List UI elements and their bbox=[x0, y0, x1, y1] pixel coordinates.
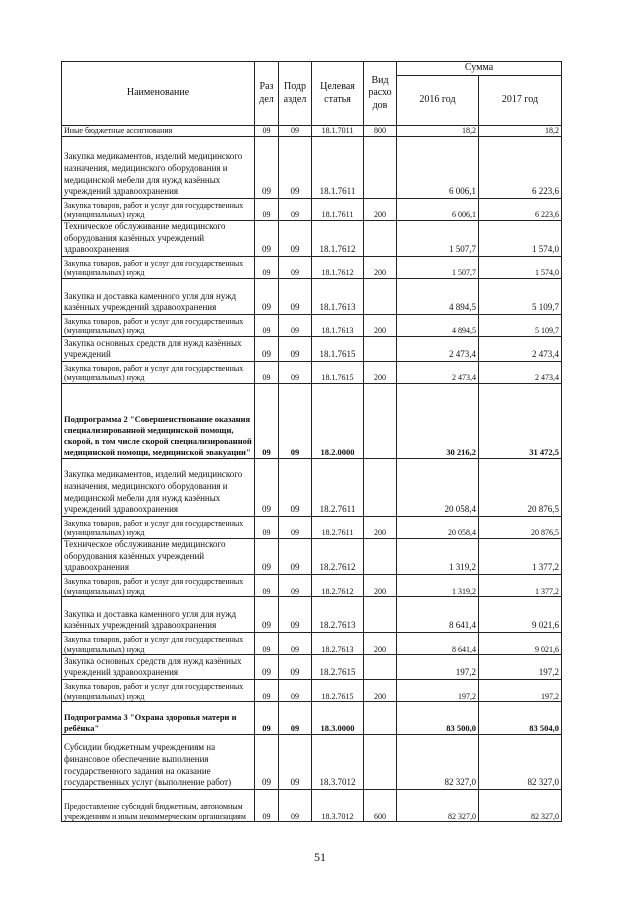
cell-target: 18.2.7615 bbox=[312, 680, 364, 702]
cell-target: 18.2.0000 bbox=[312, 384, 364, 459]
cell-name: Закупка товаров, работ и услуг для государственных (муниципальных) нужд bbox=[62, 575, 255, 597]
cell-podrazdel: 09 bbox=[279, 362, 312, 384]
cell-podrazdel: 09 bbox=[279, 633, 312, 655]
cell-podrazdel: 09 bbox=[279, 126, 312, 137]
cell-vid bbox=[364, 702, 397, 735]
table-body bbox=[62, 126, 562, 822]
cell-2016: 4 894,5 bbox=[397, 315, 479, 337]
cell-2016: 4 894,5 bbox=[397, 279, 479, 315]
cell-vid: 200 bbox=[364, 517, 397, 539]
cell-vid bbox=[364, 221, 397, 257]
cell-podrazdel: 09 bbox=[279, 384, 312, 459]
cell-razdel: 09 bbox=[255, 680, 279, 702]
cell-name: Закупка товаров, работ и услуг для государственных (муниципальных) нужд bbox=[62, 257, 255, 279]
cell-target: 18.2.7612 bbox=[312, 575, 364, 597]
col-header-razdel: Раз дел bbox=[255, 62, 279, 126]
cell-2016: 8 641,4 bbox=[397, 597, 479, 633]
cell-razdel: 09 bbox=[255, 702, 279, 735]
cell-name: Закупка и доставка каменного угля для нужд казённых учреждений здравоохранения bbox=[62, 597, 255, 633]
cell-podrazdel: 09 bbox=[279, 790, 312, 822]
cell-target: 18.2.7615 bbox=[312, 655, 364, 680]
cell-2017: 6 223,6 bbox=[479, 137, 562, 199]
cell-target: 18.2.7611 bbox=[312, 517, 364, 539]
table-row bbox=[62, 279, 562, 315]
cell-podrazdel: 09 bbox=[279, 539, 312, 575]
cell-razdel: 09 bbox=[255, 199, 279, 221]
cell-2017: 5 109,7 bbox=[479, 315, 562, 337]
cell-target: 18.1.7615 bbox=[312, 362, 364, 384]
cell-target: 18.2.7611 bbox=[312, 459, 364, 517]
cell-razdel: 09 bbox=[255, 137, 279, 199]
cell-target: 18.1.7011 bbox=[312, 126, 364, 137]
cell-vid bbox=[364, 735, 397, 790]
table-row bbox=[62, 597, 562, 633]
cell-2017: 9 021,6 bbox=[479, 597, 562, 633]
cell-2016: 1 507,7 bbox=[397, 257, 479, 279]
col-header-summa: Сумма bbox=[397, 62, 562, 76]
cell-vid: 200 bbox=[364, 575, 397, 597]
cell-vid bbox=[364, 279, 397, 315]
cell-razdel: 09 bbox=[255, 735, 279, 790]
table-row bbox=[62, 315, 562, 337]
cell-vid bbox=[364, 655, 397, 680]
cell-2017: 1 377,2 bbox=[479, 539, 562, 575]
cell-target: 18.2.7613 bbox=[312, 633, 364, 655]
cell-razdel: 09 bbox=[255, 575, 279, 597]
cell-target: 18.1.7613 bbox=[312, 315, 364, 337]
table-row bbox=[62, 137, 562, 199]
cell-podrazdel: 09 bbox=[279, 680, 312, 702]
cell-2017: 20 876,5 bbox=[479, 459, 562, 517]
cell-razdel: 09 bbox=[255, 257, 279, 279]
budget-table-page bbox=[61, 61, 561, 822]
cell-razdel: 09 bbox=[255, 539, 279, 575]
table-row bbox=[62, 257, 562, 279]
cell-target: 18.2.7612 bbox=[312, 539, 364, 575]
cell-vid bbox=[364, 459, 397, 517]
cell-target: 18.2.7613 bbox=[312, 597, 364, 633]
cell-2017: 6 223,6 bbox=[479, 199, 562, 221]
cell-name: Закупка товаров, работ и услуг для государственных (муниципальных) нужд bbox=[62, 633, 255, 655]
cell-podrazdel: 09 bbox=[279, 257, 312, 279]
table-row bbox=[62, 735, 562, 790]
cell-name: Закупка товаров, работ и услуг для государственных (муниципальных) нужд bbox=[62, 362, 255, 384]
table-row bbox=[62, 790, 562, 822]
cell-razdel: 09 bbox=[255, 633, 279, 655]
table-row bbox=[62, 362, 562, 384]
table-row bbox=[62, 459, 562, 517]
cell-razdel: 09 bbox=[255, 517, 279, 539]
table-row bbox=[62, 517, 562, 539]
cell-2016: 197,2 bbox=[397, 680, 479, 702]
cell-2016: 8 641,4 bbox=[397, 633, 479, 655]
cell-2017: 197,2 bbox=[479, 655, 562, 680]
cell-razdel: 09 bbox=[255, 362, 279, 384]
cell-podrazdel: 09 bbox=[279, 575, 312, 597]
cell-2017: 2 473,4 bbox=[479, 337, 562, 362]
cell-name: Техническое обслуживание медицинского оборудования казённых учреждений здравоохранения bbox=[62, 221, 255, 257]
table-row bbox=[62, 702, 562, 735]
table-row bbox=[62, 337, 562, 362]
cell-podrazdel: 09 bbox=[279, 199, 312, 221]
cell-podrazdel: 09 bbox=[279, 517, 312, 539]
cell-2016: 1 319,2 bbox=[397, 539, 479, 575]
cell-podrazdel: 09 bbox=[279, 459, 312, 517]
col-header-target: Целевая статья bbox=[312, 62, 364, 126]
cell-2016: 2 473,4 bbox=[397, 337, 479, 362]
cell-2017: 197,2 bbox=[479, 680, 562, 702]
cell-vid bbox=[364, 597, 397, 633]
cell-vid: 200 bbox=[364, 257, 397, 279]
cell-target: 18.3.0000 bbox=[312, 702, 364, 735]
cell-2016: 2 473,4 bbox=[397, 362, 479, 384]
cell-vid: 800 bbox=[364, 126, 397, 137]
cell-vid: 200 bbox=[364, 362, 397, 384]
cell-razdel: 09 bbox=[255, 790, 279, 822]
cell-target: 18.1.7611 bbox=[312, 137, 364, 199]
cell-vid: 200 bbox=[364, 199, 397, 221]
cell-podrazdel: 09 bbox=[279, 137, 312, 199]
cell-name: Закупка товаров, работ и услуг для государственных (муниципальных) нужд bbox=[62, 315, 255, 337]
cell-target: 18.1.7612 bbox=[312, 257, 364, 279]
table-row bbox=[62, 199, 562, 221]
cell-2016: 20 058,4 bbox=[397, 517, 479, 539]
cell-name: Техническое обслуживание медицинского оборудования казённых учреждений здравоохранения bbox=[62, 539, 255, 575]
cell-razdel: 09 bbox=[255, 459, 279, 517]
table-row bbox=[62, 680, 562, 702]
cell-vid: 200 bbox=[364, 315, 397, 337]
cell-vid: 600 bbox=[364, 790, 397, 822]
col-header-2016: 2016 год bbox=[397, 76, 479, 126]
cell-name: Закупка медикаментов, изделий медицинского назначения, медицинского оборудования и медицинской мебели для нужд казённых учреждений здравоохранения bbox=[62, 137, 255, 199]
cell-podrazdel: 09 bbox=[279, 655, 312, 680]
cell-podrazdel: 09 bbox=[279, 702, 312, 735]
cell-vid bbox=[364, 539, 397, 575]
cell-target: 18.1.7613 bbox=[312, 279, 364, 315]
cell-2016: 197,2 bbox=[397, 655, 479, 680]
cell-vid bbox=[364, 337, 397, 362]
cell-podrazdel: 09 bbox=[279, 735, 312, 790]
cell-2017: 31 472,5 bbox=[479, 384, 562, 459]
cell-podrazdel: 09 bbox=[279, 337, 312, 362]
col-header-podrazdel: Подр аздел bbox=[279, 62, 312, 126]
table-row bbox=[62, 539, 562, 575]
cell-vid: 200 bbox=[364, 680, 397, 702]
cell-2017: 1 574,0 bbox=[479, 257, 562, 279]
cell-name: Закупка товаров, работ и услуг для государственных (муниципальных) нужд bbox=[62, 199, 255, 221]
cell-name: Субсидии бюджетным учреждениям на финансовое обеспечение выполнения государственного задания на оказание государственных услуг (выполнение работ) bbox=[62, 735, 255, 790]
cell-podrazdel: 09 bbox=[279, 315, 312, 337]
cell-2017: 1 574,0 bbox=[479, 221, 562, 257]
cell-2017: 82 327,0 bbox=[479, 735, 562, 790]
cell-target: 18.3.7012 bbox=[312, 735, 364, 790]
cell-name: Иные бюджетные ассигнования bbox=[62, 126, 255, 137]
cell-2017: 2 473,4 bbox=[479, 362, 562, 384]
cell-2016: 18,2 bbox=[397, 126, 479, 137]
cell-razdel: 09 bbox=[255, 315, 279, 337]
cell-name: Закупка основных средств для нужд казённых учреждений bbox=[62, 337, 255, 362]
cell-name: Закупка товаров, работ и услуг для государственных (муниципальных) нужд bbox=[62, 680, 255, 702]
cell-razdel: 09 bbox=[255, 384, 279, 459]
cell-2016: 82 327,0 bbox=[397, 735, 479, 790]
cell-2017: 18,2 bbox=[479, 126, 562, 137]
col-header-name: Наименование bbox=[62, 62, 255, 126]
cell-2017: 83 504,0 bbox=[479, 702, 562, 735]
cell-razdel: 09 bbox=[255, 337, 279, 362]
cell-2016: 6 006,1 bbox=[397, 199, 479, 221]
cell-2016: 20 058,4 bbox=[397, 459, 479, 517]
cell-razdel: 09 bbox=[255, 221, 279, 257]
table-row bbox=[62, 221, 562, 257]
cell-2017: 1 377,2 bbox=[479, 575, 562, 597]
table-row bbox=[62, 655, 562, 680]
cell-name: Подпрограмма 3 "Охрана здоровья матери и ребёнка" bbox=[62, 702, 255, 735]
cell-target: 18.1.7615 bbox=[312, 337, 364, 362]
cell-vid bbox=[364, 384, 397, 459]
cell-name: Закупка медикаментов, изделий медицинского назначения, медицинского оборудования и медицинской мебели для нужд казённых учреждений здравоохранения bbox=[62, 459, 255, 517]
cell-vid: 200 bbox=[364, 633, 397, 655]
cell-2016: 1 319,2 bbox=[397, 575, 479, 597]
table-row bbox=[62, 126, 562, 137]
cell-name: Закупка основных средств для нужд казённых учреждений здравоохранения bbox=[62, 655, 255, 680]
cell-2016: 30 216,2 bbox=[397, 384, 479, 459]
cell-name: Предоставление субсидий бюджетным, автономным учреждениям и иным некоммерческим организациям bbox=[62, 790, 255, 822]
cell-2017: 82 327,0 bbox=[479, 790, 562, 822]
cell-razdel: 09 bbox=[255, 597, 279, 633]
cell-name: Подпрограмма 2 "Совершенствование оказания специализированной медицинской помощи, скорой, в том числе скорой специализированной медицинской помощи, медицинской эвакуации" bbox=[62, 384, 255, 459]
table-row bbox=[62, 384, 562, 459]
cell-name: Закупка и доставка каменного угля для нужд казённых учреждений здравоохранения bbox=[62, 279, 255, 315]
cell-podrazdel: 09 bbox=[279, 597, 312, 633]
cell-target: 18.1.7612 bbox=[312, 221, 364, 257]
cell-target: 18.1.7611 bbox=[312, 199, 364, 221]
table-row bbox=[62, 633, 562, 655]
cell-razdel: 09 bbox=[255, 279, 279, 315]
cell-target: 18.3.7012 bbox=[312, 790, 364, 822]
cell-2017: 9 021,6 bbox=[479, 633, 562, 655]
col-header-2017: 2017 год bbox=[479, 76, 562, 126]
cell-2016: 83 500,0 bbox=[397, 702, 479, 735]
cell-2016: 82 327,0 bbox=[397, 790, 479, 822]
cell-2017: 20 876,5 bbox=[479, 517, 562, 539]
col-header-vid: Вид расхо дов bbox=[364, 62, 397, 126]
cell-podrazdel: 09 bbox=[279, 221, 312, 257]
cell-razdel: 09 bbox=[255, 126, 279, 137]
cell-vid bbox=[364, 137, 397, 199]
cell-2016: 1 507,7 bbox=[397, 221, 479, 257]
cell-2016: 6 006,1 bbox=[397, 137, 479, 199]
cell-podrazdel: 09 bbox=[279, 279, 312, 315]
table-row bbox=[62, 575, 562, 597]
cell-razdel: 09 bbox=[255, 655, 279, 680]
cell-2017: 5 109,7 bbox=[479, 279, 562, 315]
cell-name: Закупка товаров, работ и услуг для государственных (муниципальных) нужд bbox=[62, 517, 255, 539]
budget-table bbox=[61, 61, 562, 822]
page-number: 51 bbox=[314, 850, 326, 864]
